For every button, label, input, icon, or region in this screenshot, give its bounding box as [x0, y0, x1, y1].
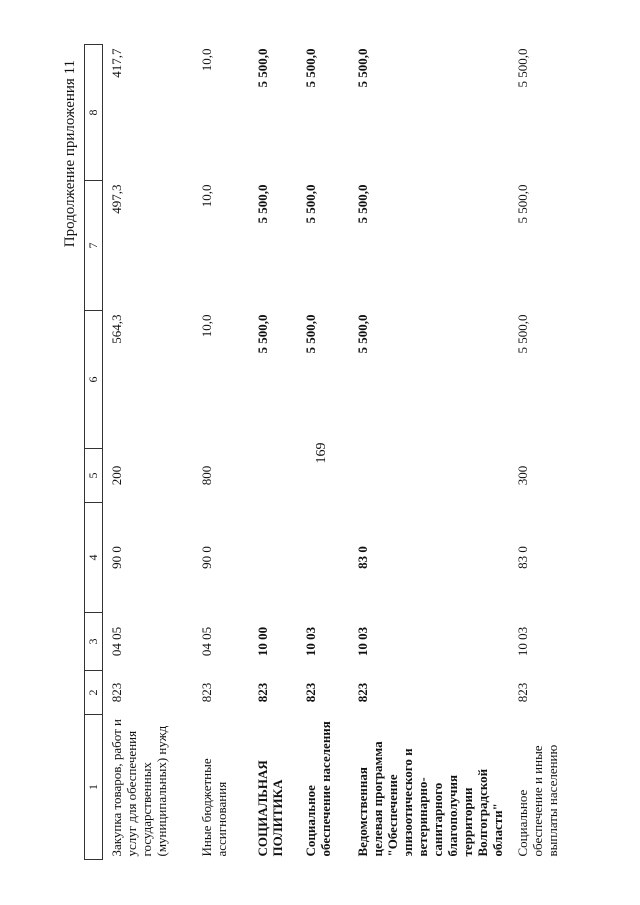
ministry-code: 823: [255, 682, 270, 703]
row-name: СОЦИАЛЬНАЯ ПОЛИТИКА: [255, 760, 285, 857]
amount-col-6: 5 500,0: [515, 314, 530, 354]
amount-col-6: 5 500,0: [303, 314, 318, 354]
row-name: Иные бюджетные ассигнования: [199, 758, 229, 857]
ministry-code: 823: [303, 682, 318, 703]
target-article-code: 83 0: [355, 546, 370, 569]
table-row: [297, 45, 349, 860]
amount-col-7: 5 500,0: [303, 184, 318, 224]
column-header: 3: [85, 613, 103, 671]
budget-table: [84, 44, 564, 860]
ministry-code: 823: [109, 682, 124, 703]
table-row: [193, 45, 249, 860]
amount-col-7: 5 500,0: [515, 184, 530, 224]
amount-col-7: 5 500,0: [255, 184, 270, 224]
page-number: 169: [314, 442, 329, 464]
column-header: 8: [85, 45, 103, 181]
row-name: Ведомственная целевая программа "Обеспечение эпизоотического и ветеринарно-санитарного благополучия территории Волгоградской области": [355, 741, 505, 857]
amount-col-6: 5 500,0: [355, 314, 370, 354]
section-code: 04 05: [109, 626, 124, 657]
expense-type-code: 200: [109, 465, 124, 486]
column-header: 7: [85, 181, 103, 311]
table-row: [103, 45, 194, 860]
column-header: 5: [85, 449, 103, 503]
section-code: 04 05: [199, 626, 214, 657]
expense-type-code: [249, 449, 297, 503]
expense-type-code: 300: [515, 465, 530, 486]
amount-col-8: 5 500,0: [355, 48, 370, 88]
amount-col-6: 564,3: [109, 314, 124, 344]
expense-type-code: [349, 449, 509, 503]
amount-col-8: 5 500,0: [255, 48, 270, 88]
appendix-continuation-note: Продолжение приложения 11: [62, 60, 78, 248]
target-article-code: [297, 503, 349, 613]
row-name: Социальное обеспечение населения: [303, 721, 333, 857]
target-article-code: [249, 503, 297, 613]
ministry-code: 823: [199, 682, 214, 703]
section-code: 10 03: [515, 626, 530, 657]
column-header: 2: [85, 671, 103, 715]
table-row: [509, 45, 564, 860]
expense-type-code: 800: [199, 465, 214, 486]
amount-col-6: 10,0: [199, 314, 214, 338]
table-row: [349, 45, 509, 860]
row-name: Закупка товаров, работ и услуг для обеспечения государственных (муниципальных) нужд: [109, 719, 169, 857]
amount-col-7: 5 500,0: [355, 184, 370, 224]
amount-col-7: 10,0: [199, 184, 214, 208]
amount-col-8: 417,7: [109, 48, 124, 78]
section-code: 10 03: [303, 626, 318, 657]
target-article-code: 83 0: [515, 546, 530, 569]
target-article-code: 90 0: [199, 546, 214, 569]
amount-col-8: 10,0: [199, 48, 214, 72]
amount-col-7: 497,3: [109, 184, 124, 214]
amount-col-8: 5 500,0: [303, 48, 318, 88]
column-number-header-row: [85, 45, 103, 860]
column-header: 1: [85, 715, 103, 860]
section-code: 10 03: [355, 626, 370, 657]
rotated-landscape-page: [60, 45, 580, 860]
section-code: 10 00: [255, 626, 270, 657]
expense-type-code: [297, 449, 349, 503]
table-row: [249, 45, 297, 860]
column-header: 4: [85, 503, 103, 613]
column-header: 6: [85, 311, 103, 449]
row-name: Социальное обеспечение и иные выплаты населению: [515, 744, 560, 857]
target-article-code: 90 0: [109, 546, 124, 569]
ministry-code: 823: [515, 682, 530, 703]
amount-col-8: 5 500,0: [515, 48, 530, 88]
amount-col-6: 5 500,0: [255, 314, 270, 354]
ministry-code: 823: [355, 682, 370, 703]
